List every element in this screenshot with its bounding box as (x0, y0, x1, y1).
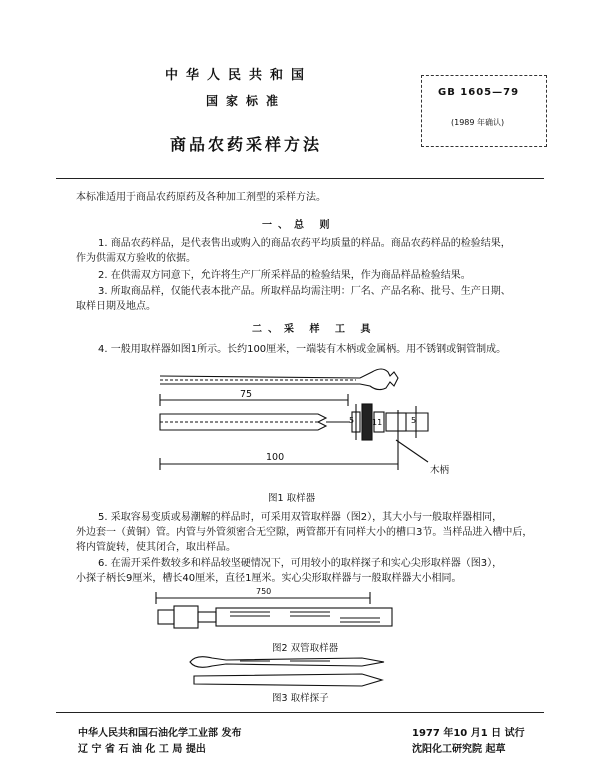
para5-line2: 外边套一（黄铜）管。内管与外管须密合无空隙，两管都开有同样大小的槽口3节。当样品进入槽中后， (76, 527, 533, 538)
fig1-dim-11: 11 (372, 418, 383, 427)
fig1-dim-75 (160, 394, 348, 406)
fig3-caption: 图3 取样探子 (272, 693, 329, 704)
para1-line2: 作为供需双方验收的依据。 (76, 253, 196, 264)
fig1-bottom-sampler (160, 404, 428, 440)
fig2-double-tube-sampler (156, 592, 392, 628)
country-name: 中华人民共和国 (165, 68, 313, 83)
footer-date: 1977 年10 月1 日 试行 (412, 728, 525, 739)
fig2-dim-750: 750 (256, 587, 272, 596)
page-title: 商品农药采样方法 (170, 135, 323, 154)
footer-drafter: 沈阳化工研究院 起草 (412, 744, 506, 755)
fig1-handle-label: 木柄 (430, 465, 450, 476)
para4: 4. 一般用取样器如图1所示。长约100厘米，一端装有木柄或金属柄。用不锈钢或铜管制成。 (98, 344, 507, 355)
para3-line2: 取样日期及地点。 (76, 301, 156, 312)
footer-proposer: 辽 宁 省 石 油 化 工 局 提出 (78, 744, 206, 755)
fig1-dim-100-label: 100 (266, 452, 285, 463)
fig3-probe (190, 657, 384, 668)
fig1-caption: 图1 取样器 (268, 493, 316, 504)
fig1-handle-leader (396, 440, 428, 462)
para2: 2. 在供需双方同意下，允许将生产厂所采样品的检验结果，作为商品样品检验结果。 (98, 270, 471, 281)
para1-line1: 1. 商品农药样品，是代表售出或购入的商品农药平均质量的样品。商品农药样品的检验结果， (98, 238, 511, 249)
fig1-dim-75-label: 75 (240, 389, 253, 400)
para3-line1: 3. 所取商品样，仅能代表本批产品。所取样品均需注明：厂名、产品名称、批号、生产日期、 (98, 286, 511, 297)
footer-divider (56, 712, 544, 713)
fig1-dim-5-left: 5 (349, 416, 355, 425)
standard-type: 国家标准 (206, 94, 287, 108)
para5-line3: 将内管旋转，使其闭合，取出样品。 (76, 542, 236, 553)
section2-title: 二、采 样 工 具 (252, 324, 377, 335)
para5-line1: 5. 采取容易变质或易潮解的样品时，可采用双管取样器（图2），其大小与一般取样器相同， (98, 512, 503, 523)
para6-line2: 小探子柄长9厘米，槽长40厘米，直径1厘米。实心尖形取样器与一般取样器大小相同。 (76, 573, 462, 584)
fig1-top-sampler (160, 369, 398, 390)
standard-number: GB 1605—79 (438, 87, 520, 98)
para6-line1: 6. 在需开采件数较多和样品较坚硬情况下，可用较小的取样探子和实心尖形取样器（图3）， (98, 558, 503, 569)
intro-text: 本标准适用于商品农药原药及各种加工剂型的采样方法。 (76, 192, 326, 203)
fig1-dim-5-right: 5 (411, 416, 417, 425)
fig3-solid-probe (194, 674, 382, 686)
section1-title: 一、总 则 (262, 220, 336, 231)
confirmation-note: (1989 年确认) (451, 118, 505, 127)
fig2-caption: 图2 双管取样器 (272, 643, 339, 654)
footer-issuer: 中华人民共和国石油化学工业部 发布 (78, 728, 242, 739)
